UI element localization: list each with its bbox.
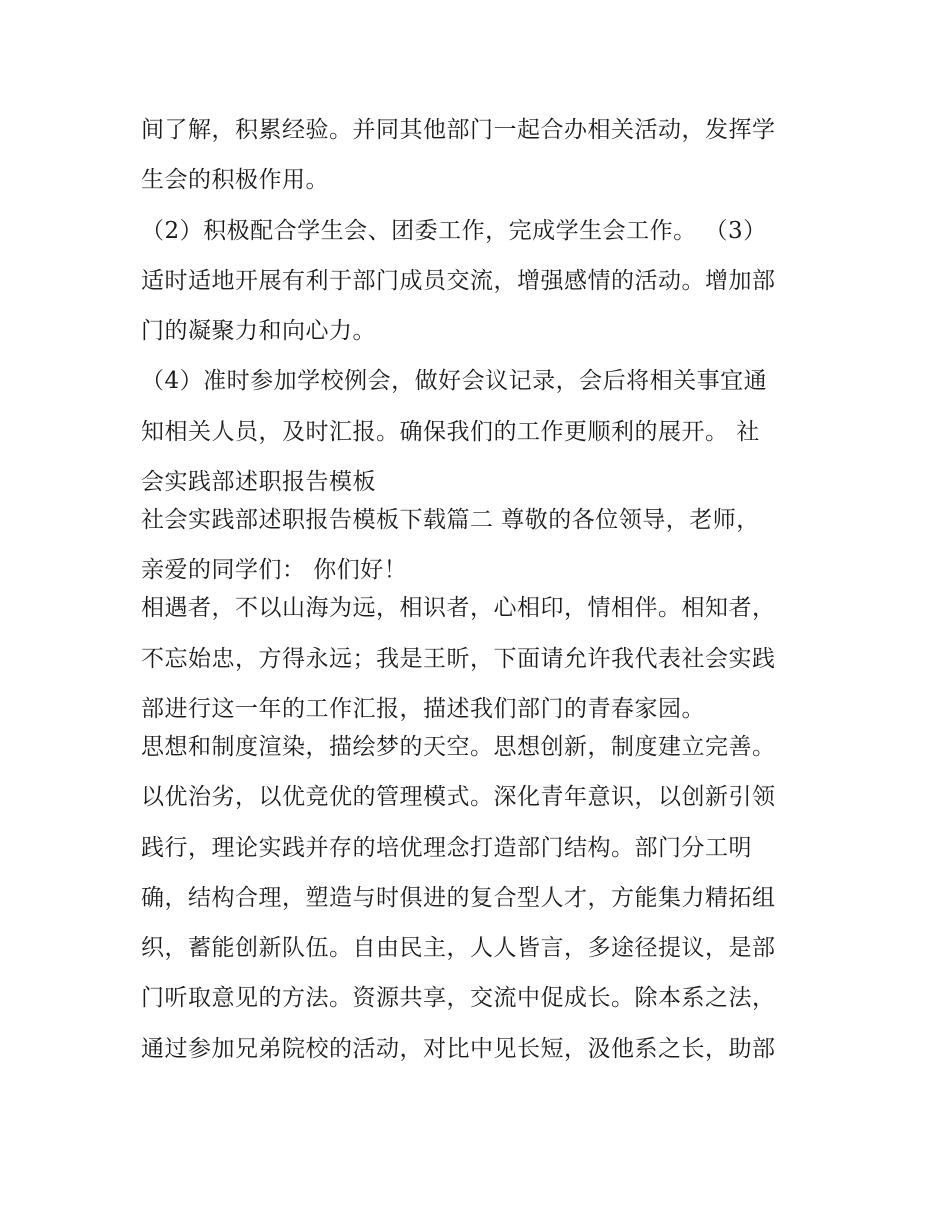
text-line: 践行，理论实践并存的培优理念打造部门结构。部门分工明 — [141, 834, 752, 861]
text-line: 亲爱的同学们： 你们好！ — [141, 557, 408, 584]
text-line: （4）准时参加学校例会，做好会议记录，会后将相关事宜通 — [141, 368, 768, 395]
text-line: 思想和制度渲染，描绘梦的天空。思想创新，制度建立完善。 — [141, 733, 776, 760]
text-line: 会实践部述职报告模板 — [141, 469, 376, 496]
text-line: 门的凝聚力和向心力。 — [141, 318, 376, 345]
text-line: 生会的积极作用。 — [141, 167, 329, 194]
text-line: 不忘始忠，方得永远；我是王昕，下面请允许我代表社会实践 — [141, 645, 776, 672]
text-line: 社会实践部述职报告模板下载篇二 尊敬的各位领导，老师， — [141, 507, 760, 534]
text-line: （2）积极配合学生会、团委工作，完成学生会工作。 （3） — [141, 217, 767, 244]
text-line: 间了解，积累经验。并同其他部门一起合办相关活动，发挥学 — [141, 117, 776, 143]
text-line: 相遇者，不以山海为远，相识者，心相印，情相伴。相知者， — [141, 595, 776, 622]
text-line: 门听取意见的方法。资源共享，交流中促成长。除本系之法， — [141, 985, 776, 1012]
text-line: 织，蓄能创新队伍。自由民主，人人皆言，多途径提议，是部 — [141, 935, 776, 962]
text-line: 确，结构合理，塑造与时俱进的复合型人才，方能集力精拓组 — [141, 884, 776, 911]
body-text — [141, 108, 821, 1077]
text-line: 以优治劣，以优竞优的管理模式。深化青年意识，以创新引领 — [141, 784, 776, 811]
text-line: 适时适地开展有利于部门成员交流，增强感情的活动。增加部 — [141, 267, 776, 294]
text-line: 知相关人员，及时汇报。确保我们的工作更顺利的展开。 社 — [141, 418, 760, 445]
text-line: 通过参加兄弟院校的活动，对比中见长短，汲他系之长，助部 — [141, 1035, 776, 1062]
text-line: 部进行这一年的工作汇报，描述我们部门的青春家园。 — [141, 695, 705, 722]
